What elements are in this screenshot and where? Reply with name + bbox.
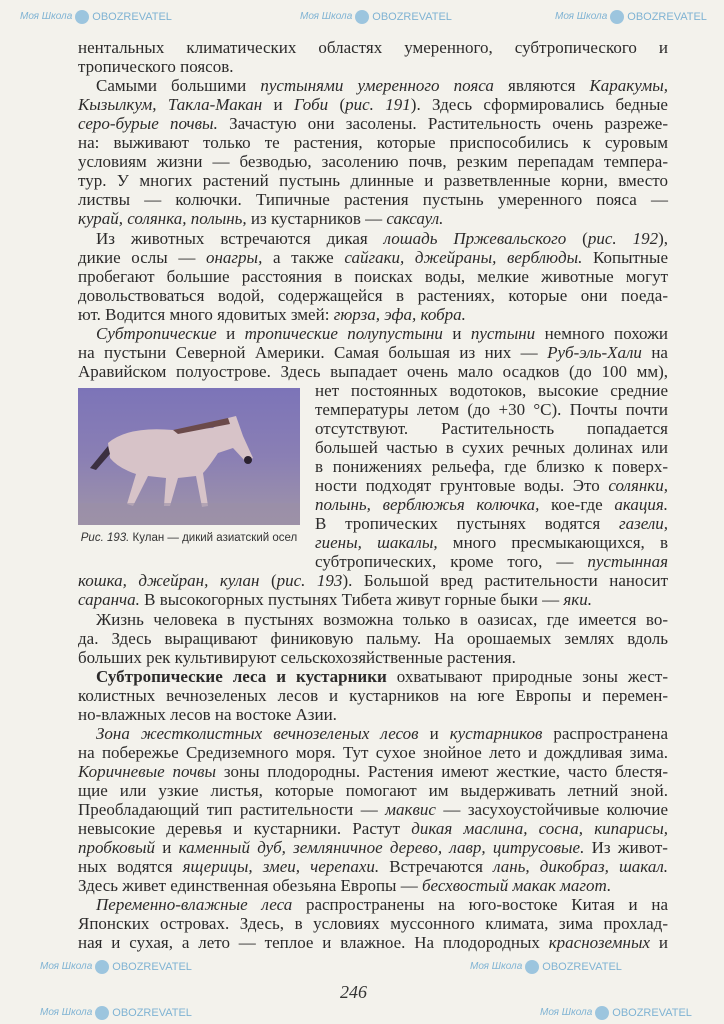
text-run: а также xyxy=(262,247,345,267)
italic-term: полынь, верблюжья колючка, xyxy=(315,495,540,515)
watermark-logo-icon xyxy=(355,10,369,24)
text-line xyxy=(315,495,668,514)
text-run: довольствоваться водой, содержащейся в растениях, которые они поеда- xyxy=(78,285,668,305)
text-run: и xyxy=(216,323,245,343)
text-run: большей частью в сухих речных долинах или xyxy=(315,438,668,458)
text-line xyxy=(78,933,668,952)
text-run: ная и сухая, а лето — теплое и влажное. На плодородных xyxy=(78,933,549,953)
text-run: и xyxy=(418,723,450,743)
watermark-school: Моя Школа xyxy=(40,1007,93,1018)
text-line xyxy=(78,876,668,895)
italic-term: каменный дуб, земляничное дерево, лавр, цитрусовые. xyxy=(178,838,585,858)
italic-term: Каракумы, xyxy=(589,76,668,96)
watermark xyxy=(40,1006,192,1020)
watermark xyxy=(470,960,622,974)
text-line xyxy=(315,400,668,419)
italic-term: кустарников xyxy=(449,723,543,743)
text-line xyxy=(78,781,668,800)
watermark-brand: OBOZREVATEL xyxy=(542,961,622,973)
text-line xyxy=(96,610,668,629)
italic-term: красноземных xyxy=(548,933,651,953)
text-run: и xyxy=(442,323,471,343)
text-run: распространены на юго-востоке Китая и на xyxy=(292,895,668,915)
watermark xyxy=(300,10,452,24)
watermark-logo-icon xyxy=(75,10,89,24)
text-run: зоны плодородны. Растения имеют жесткие, часто блестя- xyxy=(216,761,668,781)
text-run: Аравийском полуострове. Здесь выпадает очень мало осадков (до 100 мм), xyxy=(78,361,668,381)
italic-term: Переменно-влажные леса xyxy=(96,895,293,915)
text-line xyxy=(78,267,668,286)
text-run: температуры летом (до +30 °С). Почты почти xyxy=(315,399,668,419)
text-line xyxy=(96,724,668,743)
page-number: 246 xyxy=(340,982,367,1002)
italic-term: Гоби xyxy=(294,95,329,115)
text-run: и xyxy=(155,838,179,858)
text-run: на пустыни Северной Америки. Самая большая из них — xyxy=(78,342,548,362)
italic-term: яки. xyxy=(563,590,592,610)
text-line xyxy=(78,305,668,324)
text-run: невысокие деревья и кустарники. Растут xyxy=(78,819,412,839)
text-line xyxy=(78,914,668,933)
italic-term: Коричневые почвы xyxy=(78,761,217,781)
italic-term: курай, солянка, полынь, xyxy=(78,209,247,229)
text-line xyxy=(78,38,668,57)
text-run: тропического поясов. xyxy=(78,57,234,77)
italic-term: солянки, xyxy=(608,476,668,496)
text-run: тур. У многих растений пустынь длинные и разветвленные корни, вместо xyxy=(78,171,668,191)
watermark xyxy=(540,1006,692,1020)
text-line xyxy=(78,743,668,762)
text-line xyxy=(78,362,668,381)
italic-term: рис. 191 xyxy=(345,95,411,115)
italic-term: маквис xyxy=(385,800,436,819)
text-line xyxy=(315,419,668,438)
text-run: ), xyxy=(658,228,669,248)
text-run: да. Здесь выращивают финиковую пальму. На орошаемых землях вдоль xyxy=(78,628,668,648)
text-line xyxy=(315,438,668,457)
watermark-school: Моя Школа xyxy=(470,961,523,972)
italic-term: саранча. xyxy=(78,590,140,610)
text-run: распространена xyxy=(542,723,668,743)
watermark-logo-icon xyxy=(595,1006,609,1020)
text-line xyxy=(78,190,668,209)
text-run: Здесь живет единственная обезьяна Европы — xyxy=(78,876,422,896)
text-line xyxy=(78,838,668,857)
italic-term: лань, дикобраз, шакал. xyxy=(493,857,668,877)
text-run: ( xyxy=(259,571,277,591)
italic-term: саксаул. xyxy=(386,209,444,229)
text-run: ных водятся xyxy=(78,857,183,877)
text-run: на xyxy=(641,342,668,362)
text-run: больших рек культивируют сельскохозяйственные растения. xyxy=(78,647,516,667)
italic-term: сайгаки, джейраны, верблюды. xyxy=(344,247,583,267)
text-line xyxy=(315,476,668,495)
watermark-school: Моя Школа xyxy=(300,11,353,22)
text-run: из кустарников — xyxy=(246,209,387,229)
bold-heading: Субтропические леса и кустарники xyxy=(96,666,387,686)
text-run: ). Здесь сформировались бедные xyxy=(410,95,668,115)
watermark-school: Моя Школа xyxy=(540,1007,593,1018)
text-run: и xyxy=(262,95,294,115)
text-run: в понижениях рельефа, где близко к поверх- xyxy=(315,457,668,477)
text-line xyxy=(78,152,668,171)
text-line xyxy=(78,762,668,781)
figure-kulan-photo xyxy=(78,388,300,525)
watermark xyxy=(555,10,707,24)
italic-term: лошадь Пржевальского xyxy=(383,228,567,248)
text-run: Зачастую они засолены. Растительность очень разреже- xyxy=(217,114,669,134)
figure-caption xyxy=(70,531,308,545)
text-run: листвы — колючки. Типичные растения пустынь умеренного пояса — xyxy=(78,190,668,210)
watermark xyxy=(20,10,172,24)
text-run: В высокогорных пустынях Тибета живут горные быки — xyxy=(139,590,564,610)
text-line xyxy=(78,248,668,267)
italic-term: серо-бурые почвы. xyxy=(78,114,218,134)
italic-term: дикая маслина, сосна, кипарисы, xyxy=(411,819,668,839)
italic-term: кошка, джейран, кулан xyxy=(78,571,260,591)
italic-term: акация. xyxy=(614,495,668,515)
text-run: Самыми большими xyxy=(96,76,261,96)
watermark-school: Моя Школа xyxy=(555,11,608,22)
text-line xyxy=(78,95,668,114)
watermark-brand: OBOZREVATEL xyxy=(112,961,192,973)
text-line xyxy=(78,343,668,362)
italic-term: пустыни xyxy=(470,323,536,343)
text-run: — засухоустойчивые колючие xyxy=(435,800,668,819)
watermark-logo-icon xyxy=(525,960,539,974)
text-run: кое-где xyxy=(539,495,615,515)
text-line xyxy=(315,533,668,552)
text-run: Японских островах. Здесь, в условиях муссонного климата, зима прохлад- xyxy=(78,914,668,934)
italic-term: гюрза, эфа, кобра. xyxy=(333,304,466,324)
text-run: дикие ослы — xyxy=(78,247,206,267)
text-line xyxy=(78,171,668,190)
watermark-school: Моя Школа xyxy=(40,961,93,972)
text-line xyxy=(78,686,668,705)
text-run: субтропических, кроме того, — xyxy=(315,552,588,572)
italic-term: онагры, xyxy=(205,247,263,267)
text-line xyxy=(96,667,668,686)
text-run: Преобладающий тип растительности — xyxy=(78,800,386,819)
text-line xyxy=(315,552,668,571)
text-line xyxy=(78,857,668,876)
text-line xyxy=(78,133,668,152)
watermark-logo-icon xyxy=(610,10,624,24)
text-line xyxy=(96,229,668,248)
watermark-brand: OBOZREVATEL xyxy=(627,11,707,23)
watermark-school: Моя Школа xyxy=(20,11,73,22)
text-line xyxy=(78,571,668,590)
watermark-brand: OBOZREVATEL xyxy=(92,11,172,23)
italic-term: пустынями умеренного пояса xyxy=(260,76,494,96)
italic-term: тропические полупустыни xyxy=(244,323,443,343)
text-run: охватывают природные зоны жест- xyxy=(386,666,668,686)
text-run: ( xyxy=(566,228,588,248)
italic-term: рис. 193 xyxy=(276,571,343,591)
watermark-brand: OBOZREVATEL xyxy=(612,1007,692,1019)
text-line xyxy=(78,114,668,133)
text-line xyxy=(78,705,668,724)
text-run: ( xyxy=(328,95,346,115)
text-run: на побережье Средиземного моря. Тут сухое знойное лето и дождливая зима. xyxy=(78,742,668,762)
text-line xyxy=(315,381,668,400)
text-run: ности подходят грунтовые воды. Это xyxy=(315,476,609,496)
text-run: Из животных встречаются дикая xyxy=(96,228,384,248)
text-line xyxy=(315,514,668,533)
watermark-logo-icon xyxy=(95,1006,109,1020)
text-run: ют. Водится много ядовитых змей: xyxy=(78,304,334,324)
text-run: нет постоянных водотоков, высокие средние xyxy=(315,380,668,400)
text-line xyxy=(78,819,668,838)
italic-term: пробковый xyxy=(78,838,156,858)
italic-term: газели, xyxy=(618,514,668,534)
text-line xyxy=(96,895,668,914)
text-line xyxy=(315,457,668,476)
text-run: В тропических пустынях водятся xyxy=(315,514,619,534)
watermark-brand: OBOZREVATEL xyxy=(372,11,452,23)
italic-term: бесхвостый макак магот. xyxy=(421,876,612,896)
text-line xyxy=(78,590,668,609)
text-line xyxy=(78,286,668,305)
text-line xyxy=(96,76,668,95)
text-run: Жизнь человека в пустынях возможна только в оазисах, где имеется во- xyxy=(96,609,668,629)
text-run: Встречаются xyxy=(379,857,494,877)
text-run: пробегают большие расстояния в поисках воды, мелкие животные могут xyxy=(78,266,668,286)
text-run: являются xyxy=(493,76,590,96)
text-line xyxy=(78,648,668,667)
italic-term: рис. 192 xyxy=(587,228,659,248)
text-run: Копытные xyxy=(582,247,669,267)
text-run: но-влажных лесов на востоке Азии. xyxy=(78,704,337,724)
watermark-brand: OBOZREVATEL xyxy=(112,1007,192,1019)
text-run: Из живот- xyxy=(584,838,668,858)
text-run: немного похожи xyxy=(535,323,668,343)
italic-term: Кызылкум, Такла-Макан xyxy=(78,95,263,115)
text-line xyxy=(78,800,668,819)
figure-caption-text: Кулан — дикий азиатский осел xyxy=(132,532,298,544)
text-run: нентальных климатических областях умеренного, субтропического и xyxy=(78,38,668,57)
italic-term: Субтропические xyxy=(96,323,217,343)
italic-term: гиены, шакалы, xyxy=(315,533,438,553)
text-line xyxy=(78,209,668,228)
text-run: и xyxy=(650,933,668,953)
text-run: отсутствуют. Растительность попадается xyxy=(315,419,668,438)
italic-term: ящерицы, змеи, черепахи. xyxy=(182,857,380,877)
text-run: колистных вечнозеленых лесов и кустарников на юге Европы и перемен- xyxy=(78,685,668,705)
watermark xyxy=(40,960,192,974)
text-run: ). Большой вред растительности наносит xyxy=(342,571,668,591)
text-run: условиям жизни — безводью, засолению почв, резким перепадам темпера- xyxy=(78,152,668,172)
italic-term: пустынная xyxy=(587,552,668,572)
text-line xyxy=(96,324,668,343)
text-line xyxy=(78,57,668,76)
text-line xyxy=(78,629,668,648)
watermark-logo-icon xyxy=(95,960,109,974)
italic-term: Руб-эль-Хали xyxy=(547,342,642,362)
figure-number: Рис. 193. xyxy=(80,532,130,544)
text-run: много пресмыкающихся, в xyxy=(437,533,668,553)
italic-term: Зона жестколистных вечнозеленых лесов xyxy=(96,723,419,743)
text-run: на: выживают только те растения, которые приспособились к суровым xyxy=(78,133,668,153)
text-run: щие или узкие листья, которые помогают им выдерживать летний зной. xyxy=(78,780,668,800)
